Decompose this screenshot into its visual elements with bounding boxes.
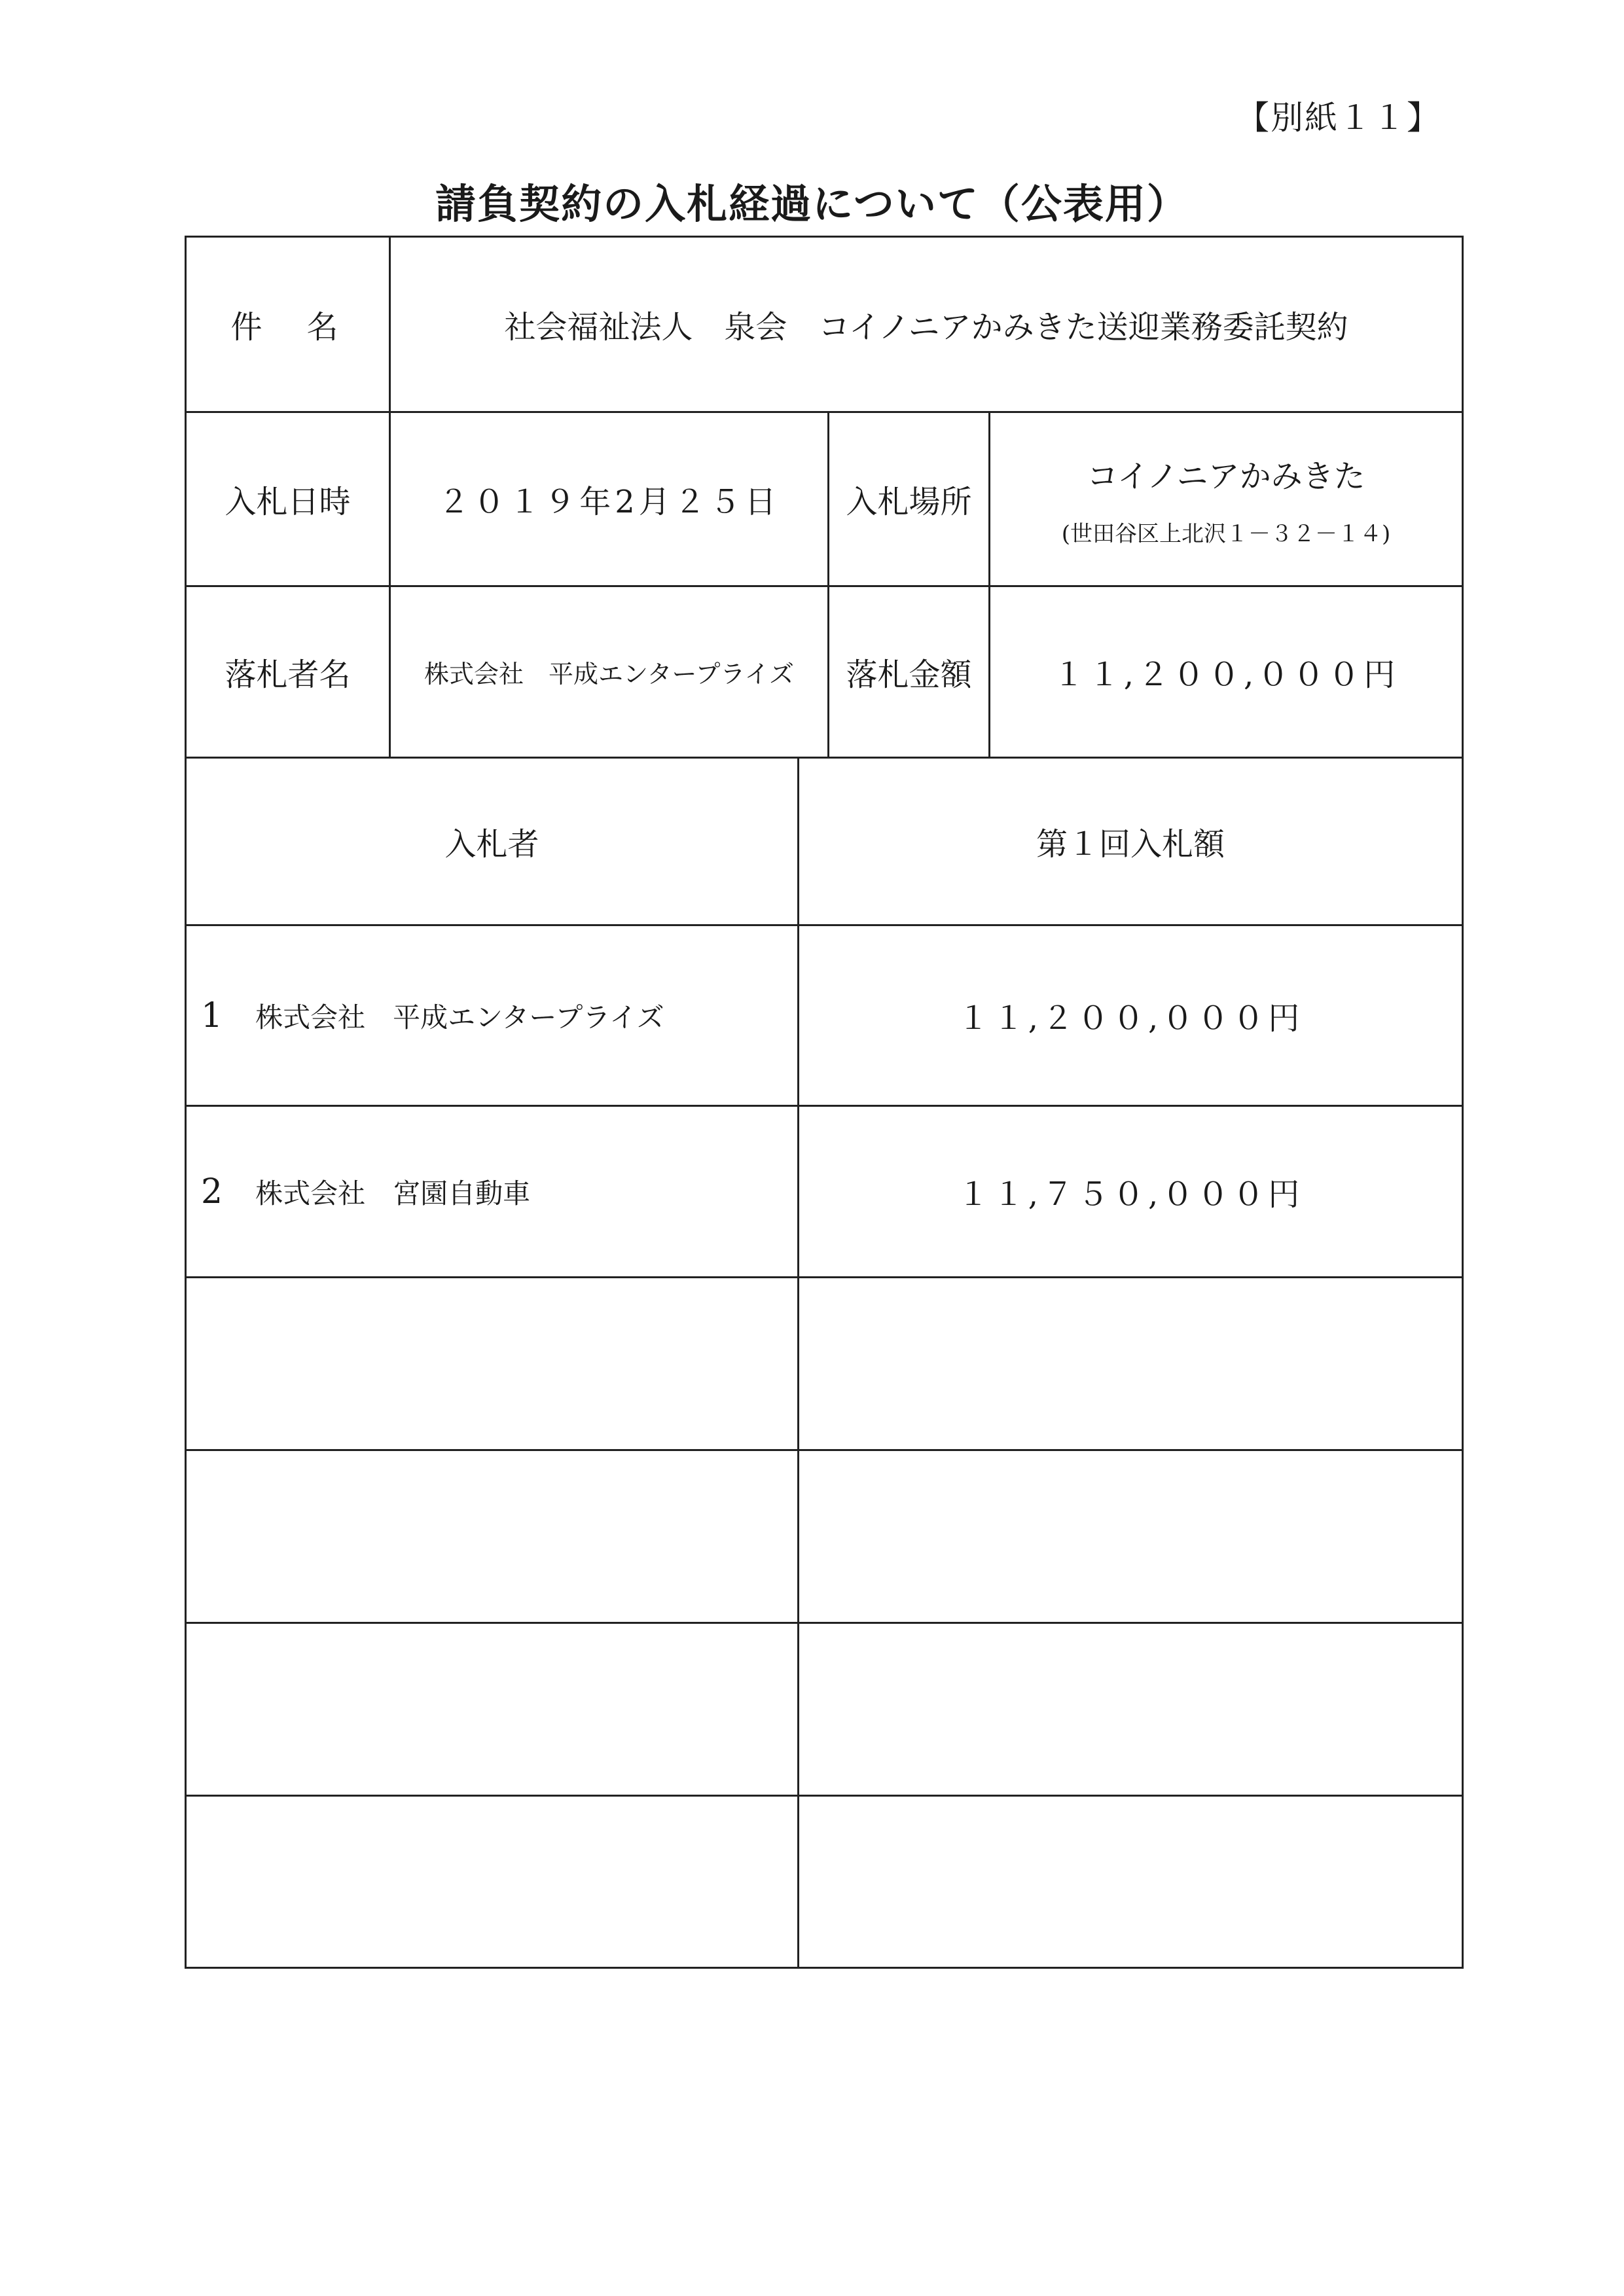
winner-value: 株式会社 平成エンタープライズ xyxy=(424,660,795,689)
winner-label: 落札者名 xyxy=(225,656,351,693)
bid-row-number: 2 xyxy=(201,1172,223,1211)
amount-label-cell xyxy=(827,585,988,757)
bidder-header-cell xyxy=(185,757,797,924)
date-label-cell xyxy=(185,411,389,585)
bid-amount-header: 第１回入札額 xyxy=(1036,826,1225,863)
date-value-cell xyxy=(389,411,827,585)
bid-row-bidder: 株式会社 平成エンタープライズ xyxy=(255,1001,664,1033)
subject-label-cell xyxy=(185,236,389,411)
bid-row-number: 1 xyxy=(201,996,223,1035)
winner-label-cell xyxy=(185,585,389,757)
bid-row-2-amount-cell xyxy=(797,1105,1464,1276)
attachment-label: 【別紙１１】 xyxy=(1236,99,1441,137)
subject-label: 件 名 xyxy=(230,309,345,346)
subject-value: 社会福祉法人 泉会 コイノニアかみきた送迎業務委託契約 xyxy=(504,309,1348,346)
place-value-cell xyxy=(988,411,1464,585)
bid-row-2-bidder-cell xyxy=(185,1105,797,1276)
amount-value-cell xyxy=(988,585,1464,757)
bid-row-6-amount-cell xyxy=(797,1795,1464,1969)
bid-row-5-amount-cell xyxy=(797,1622,1464,1795)
bid-row-4-bidder-cell xyxy=(185,1449,797,1622)
subject-value-cell xyxy=(389,236,1464,411)
bid-row-6-bidder-cell xyxy=(185,1795,797,1969)
place-label: 入札場所 xyxy=(846,484,972,520)
bid-row-1-amount-cell xyxy=(797,924,1464,1105)
bidder-header: 入札者 xyxy=(444,826,539,863)
place-label-cell xyxy=(827,411,988,585)
place-address: (世田谷区上北沢１－３２－１４) xyxy=(1061,520,1391,547)
page-title: 請負契約の入札経過について（公表用） xyxy=(435,180,1189,228)
bid-row-3-bidder-cell xyxy=(185,1276,797,1449)
bid-row-bidder: 株式会社 宮園自動車 xyxy=(255,1177,531,1210)
date-value: ２０１９年2月２５日 xyxy=(438,484,780,520)
bid-row-3-amount-cell xyxy=(797,1276,1464,1449)
place-value: コイノニアかみきた xyxy=(1087,457,1365,495)
bid-row-amount: １１,２００,０００円 xyxy=(957,1000,1304,1037)
amount-value: １１,２００,０００円 xyxy=(1053,656,1399,693)
bid-amount-header-cell xyxy=(797,757,1464,924)
bid-row-5-bidder-cell xyxy=(185,1622,797,1795)
bid-row-amount: １１,７５０,０００円 xyxy=(957,1176,1304,1213)
winner-value-cell xyxy=(389,585,827,757)
amount-label: 落札金額 xyxy=(846,656,972,693)
date-label: 入札日時 xyxy=(225,484,351,520)
bid-row-1-bidder-cell xyxy=(185,924,797,1105)
bid-row-4-amount-cell xyxy=(797,1449,1464,1622)
